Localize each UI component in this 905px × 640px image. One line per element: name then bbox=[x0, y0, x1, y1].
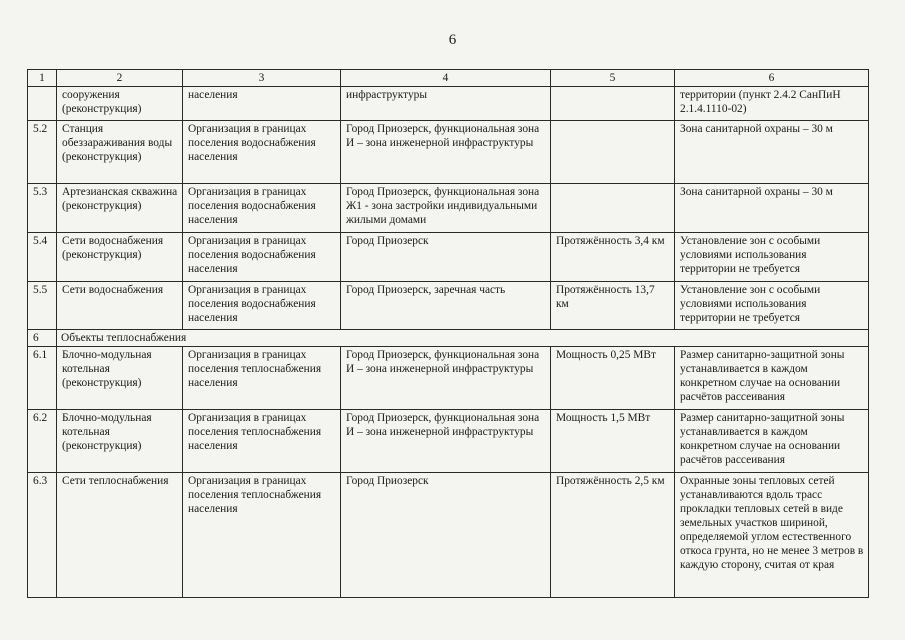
purpose: Организация в границах поселения водоснабжения населения bbox=[183, 121, 341, 184]
column-header: 6 bbox=[675, 70, 869, 87]
table-header-row bbox=[28, 70, 869, 87]
object-name: Сети водоснабжения bbox=[57, 282, 183, 330]
zone-conditions: Размер санитарно-защитной зоны устанавливается в каждом конкретном случае на основании расчётов рассеивания bbox=[675, 410, 869, 473]
column-header: 3 bbox=[183, 70, 341, 87]
purpose: населения bbox=[183, 87, 341, 121]
row-number: 5.5 bbox=[28, 282, 57, 330]
location: Город Приозерск, функциональная зона И – зона инженерной инфраструктуры bbox=[341, 410, 551, 473]
zone-conditions: Охранные зоны тепловых сетей устанавливаются вдоль трасс прокладки тепловых сетей в виде земельных участков шириной, определяемой углом естественного откоса грунта, но не менее 3 метров в каждую сторону, считая от края bbox=[675, 473, 869, 598]
characteristics: Протяжённость 13,7 км bbox=[551, 282, 675, 330]
zone-conditions: Зона санитарной охраны – 30 м bbox=[675, 121, 869, 184]
table-row bbox=[28, 410, 869, 473]
table-row bbox=[28, 184, 869, 233]
characteristics: Мощность 1,5 МВт bbox=[551, 410, 675, 473]
characteristics bbox=[551, 184, 675, 233]
purpose: Организация в границах поселения теплоснабжения населения bbox=[183, 410, 341, 473]
location: Город Приозерск bbox=[341, 473, 551, 598]
location: Город Приозерск, функциональная зона И – зона инженерной инфраструктуры bbox=[341, 347, 551, 410]
zone-conditions: Установление зон с особыми условиями использования территории не требуется bbox=[675, 233, 869, 282]
characteristics bbox=[551, 87, 675, 121]
purpose: Организация в границах поселения теплоснабжения населения bbox=[183, 347, 341, 410]
document-table bbox=[27, 69, 869, 598]
characteristics: Мощность 0,25 МВт bbox=[551, 347, 675, 410]
table-row bbox=[28, 233, 869, 282]
location: Город Приозерск bbox=[341, 233, 551, 282]
row-number: 5.4 bbox=[28, 233, 57, 282]
zone-conditions: территории (пункт 2.4.2 СанПиН 2.1.4.1110-02) bbox=[675, 87, 869, 121]
row-number bbox=[28, 87, 57, 121]
row-number: 5.2 bbox=[28, 121, 57, 184]
row-number: 6.3 bbox=[28, 473, 57, 598]
location: Город Приозерск, функциональная зона И – зона инженерной инфраструктуры bbox=[341, 121, 551, 184]
object-name: сооружения (реконструкция) bbox=[57, 87, 183, 121]
section-number: 6 bbox=[28, 330, 57, 347]
purpose: Организация в границах поселения водоснабжения населения bbox=[183, 233, 341, 282]
row-number: 5.3 bbox=[28, 184, 57, 233]
column-header: 1 bbox=[28, 70, 57, 87]
table-row bbox=[28, 473, 869, 598]
table-row bbox=[28, 121, 869, 184]
object-name: Артезианская скважина (реконструкция) bbox=[57, 184, 183, 233]
zone-conditions: Зона санитарной охраны – 30 м bbox=[675, 184, 869, 233]
column-header: 5 bbox=[551, 70, 675, 87]
table-row bbox=[28, 347, 869, 410]
purpose: Организация в границах поселения водоснабжения населения bbox=[183, 282, 341, 330]
purpose: Организация в границах поселения водоснабжения населения bbox=[183, 184, 341, 233]
column-header: 2 bbox=[57, 70, 183, 87]
table-row bbox=[28, 282, 869, 330]
zone-conditions: Размер санитарно-защитной зоны устанавливается в каждом конкретном случае на основании расчётов рассеивания bbox=[675, 347, 869, 410]
characteristics: Протяжённость 3,4 км bbox=[551, 233, 675, 282]
location: инфраструктуры bbox=[341, 87, 551, 121]
purpose: Организация в границах поселения теплоснабжения населения bbox=[183, 473, 341, 598]
object-name: Блочно-модульная котельная (реконструкция) bbox=[57, 410, 183, 473]
object-name: Сети теплоснабжения bbox=[57, 473, 183, 598]
object-name: Станция обеззараживания воды (реконструкция) bbox=[57, 121, 183, 184]
location: Город Приозерск, функциональная зона Ж1 - зона застройки индивидуальными жилыми домами bbox=[341, 184, 551, 233]
object-name: Блочно-модульная котельная (реконструкция) bbox=[57, 347, 183, 410]
row-number: 6.2 bbox=[28, 410, 57, 473]
zone-conditions: Установление зон с особыми условиями использования территории не требуется bbox=[675, 282, 869, 330]
characteristics bbox=[551, 121, 675, 184]
row-number: 6.1 bbox=[28, 347, 57, 410]
characteristics: Протяжённость 2,5 км bbox=[551, 473, 675, 598]
page-number: 6 bbox=[448, 32, 457, 48]
object-name: Сети водоснабжения (реконструкция) bbox=[57, 233, 183, 282]
section-row bbox=[28, 330, 869, 347]
section-title: Объекты теплоснабжения bbox=[57, 330, 869, 347]
table-row bbox=[28, 87, 869, 121]
location: Город Приозерск, заречная часть bbox=[341, 282, 551, 330]
column-header: 4 bbox=[341, 70, 551, 87]
